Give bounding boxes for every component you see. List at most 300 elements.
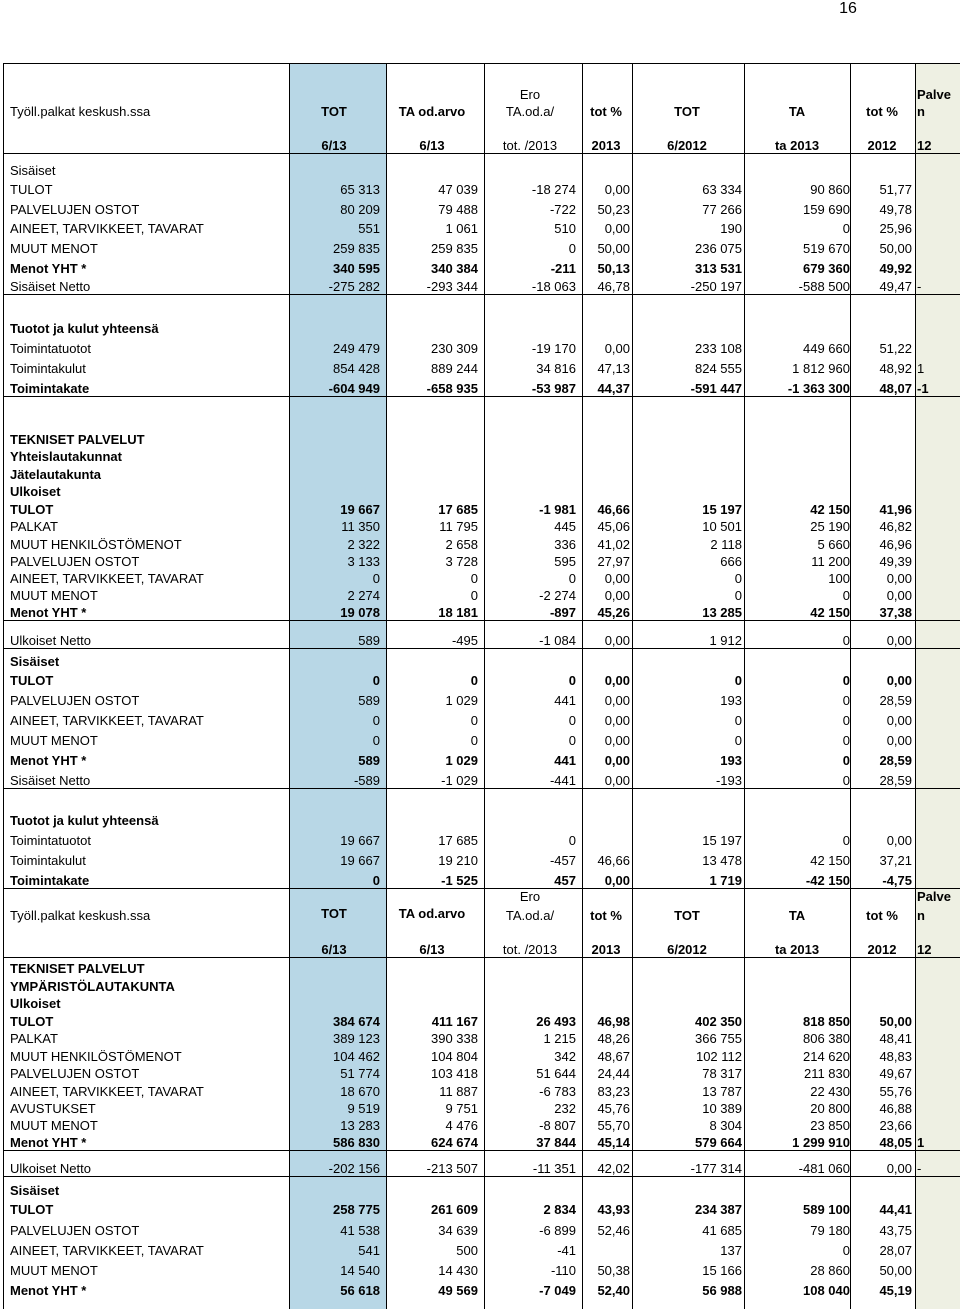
table-row — [0, 278, 960, 295]
row-value: 0 — [372, 733, 380, 748]
row-value: 23,66 — [879, 1118, 912, 1133]
row-value: 9 519 — [347, 1101, 380, 1116]
row-value — [288, 960, 380, 977]
table-row — [0, 220, 960, 237]
row-value — [288, 162, 380, 179]
row-value — [386, 653, 478, 670]
row-value: -19 170 — [531, 341, 576, 356]
header-cell: 6/13 — [419, 942, 445, 957]
header-cell: tot. /2013 — [502, 138, 558, 153]
row-value — [744, 960, 850, 977]
row-value — [484, 960, 576, 977]
row-label: Ulkoiset Netto — [10, 1161, 91, 1176]
row-value: 233 108 — [695, 341, 742, 356]
row-value: 0 — [842, 221, 850, 236]
row-value: -275 282 — [328, 279, 380, 294]
row-value: 806 380 — [803, 1031, 850, 1046]
table-row — [0, 260, 960, 277]
row-value: 28 860 — [810, 1263, 850, 1278]
table-row — [0, 960, 960, 977]
row-value: 340 595 — [333, 261, 380, 276]
row-label: AINEET, TARVIKKEET, TAVARAT — [10, 713, 204, 728]
row-value: 79 488 — [438, 202, 478, 217]
table-row — [0, 712, 960, 729]
row-value — [582, 812, 630, 829]
row-value — [917, 632, 960, 649]
row-value — [852, 320, 912, 337]
row-value: 137 — [720, 1243, 742, 1258]
row-value: 46,66 — [597, 502, 630, 517]
row-value — [484, 812, 576, 829]
table-top-border — [3, 63, 960, 64]
row-value: 441 — [554, 693, 576, 708]
row-value: 0 — [568, 713, 576, 728]
row-value: 50,00 — [597, 241, 630, 256]
header-cell: ta 2013 — [774, 942, 820, 957]
header-cell — [386, 907, 478, 924]
row-value: 0 — [842, 673, 850, 688]
row-value — [852, 960, 912, 977]
table-row — [0, 1182, 960, 1199]
row-value: 366 755 — [695, 1031, 742, 1046]
row-value: 0,00 — [604, 713, 630, 728]
row-value: 44,37 — [597, 381, 630, 396]
row-value — [917, 220, 960, 237]
row-value: 19 078 — [340, 605, 380, 620]
row-value — [632, 448, 742, 465]
row-value — [484, 466, 576, 483]
row-label: MUUT HENKILÖSTÖMENOT — [10, 1049, 182, 1064]
row-value: 8 304 — [709, 1118, 742, 1133]
row-value — [484, 978, 576, 995]
row-value: 100 — [828, 571, 850, 586]
row-value: 11 795 — [439, 519, 478, 534]
row-value: -1 029 — [441, 773, 478, 788]
row-value: 43,93 — [597, 1202, 630, 1217]
header-cell: tot % — [866, 908, 898, 923]
row-value: -4,75 — [882, 873, 912, 888]
row-value — [917, 340, 960, 357]
row-label: Sisäiset — [10, 654, 60, 669]
row-label: Yhteislautakunnat — [10, 449, 122, 464]
table-row — [0, 672, 960, 689]
row-value — [917, 518, 960, 535]
row-value: 0 — [842, 833, 850, 848]
row-value — [386, 466, 478, 483]
row-value: 0,00 — [886, 1161, 912, 1176]
row-value — [744, 653, 850, 670]
row-value: 259 835 — [333, 241, 380, 256]
table-row — [0, 380, 960, 397]
row-label: TULOT — [10, 673, 54, 688]
row-value: 108 040 — [803, 1283, 850, 1298]
row-value: 42 150 — [810, 853, 850, 868]
row-value: 624 674 — [431, 1135, 478, 1150]
row-value: 586 830 — [333, 1135, 380, 1150]
row-value: - — [917, 1161, 922, 1176]
table-row — [0, 1100, 960, 1117]
row-value: 259 835 — [431, 241, 478, 256]
row-label: AVUSTUKSET — [10, 1101, 96, 1116]
header-cell: n — [917, 104, 925, 119]
row-value: 34 816 — [536, 361, 576, 376]
row-value: 48,05 — [879, 1135, 912, 1150]
row-value: 0,00 — [604, 693, 630, 708]
row-value — [632, 960, 742, 977]
row-value: 234 387 — [695, 1202, 742, 1217]
row-value: 2 834 — [543, 1202, 576, 1217]
row-value: 0,00 — [604, 753, 630, 768]
row-value: -250 197 — [690, 279, 742, 294]
row-value: 46,78 — [597, 279, 630, 294]
row-value: -658 935 — [426, 381, 478, 396]
row-value — [484, 483, 576, 500]
row-value: 1 812 960 — [792, 361, 850, 376]
row-value: 52,46 — [597, 1223, 630, 1238]
row-value: 41,96 — [879, 502, 912, 517]
row-label: PALVELUJEN OSTOT — [10, 1066, 140, 1081]
row-value: 159 690 — [803, 202, 850, 217]
row-value: 589 — [358, 633, 380, 648]
row-value: 11 350 — [341, 519, 380, 534]
row-value: 80 209 — [340, 202, 380, 217]
row-value — [386, 960, 478, 977]
row-value — [288, 1182, 380, 1199]
row-label: TULOT — [10, 502, 54, 517]
row-value: 79 180 — [810, 1223, 850, 1238]
table-row — [0, 501, 960, 518]
row-value: 17 685 — [438, 502, 478, 517]
row-label: TULOT — [10, 182, 53, 197]
row-value: 11 887 — [439, 1084, 478, 1099]
header-cell: TA — [788, 908, 806, 923]
row-value — [386, 431, 478, 448]
header-row — [0, 137, 960, 154]
row-value: 519 670 — [803, 241, 850, 256]
row-label: PALVELUJEN OSTOT — [10, 554, 140, 569]
row-value: 26 493 — [536, 1014, 576, 1029]
row-value: 389 123 — [333, 1031, 380, 1046]
row-value — [582, 832, 630, 849]
row-value: 19 667 — [340, 502, 380, 517]
row-label: AINEET, TARVIKKEET, TAVARAT — [10, 221, 204, 236]
row-value: 48,26 — [597, 1031, 630, 1046]
row-value: 25 190 — [810, 519, 850, 534]
row-value: -1 981 — [539, 502, 576, 517]
row-value — [852, 162, 912, 179]
table-row — [0, 340, 960, 357]
row-label: PALVELUJEN OSTOT — [10, 1223, 140, 1238]
row-value — [917, 1065, 960, 1082]
header-cell: TA od.arvo — [398, 906, 466, 921]
row-value: 42 150 — [810, 502, 850, 517]
row-label: Menot YHT * — [10, 1135, 87, 1150]
row-value: 9 751 — [445, 1101, 478, 1116]
header-row — [0, 103, 960, 120]
row-value: 45,26 — [597, 605, 630, 620]
row-value: 589 100 — [803, 1202, 850, 1217]
table-row — [0, 553, 960, 570]
row-value: -202 156 — [328, 1161, 380, 1176]
row-value: 1 215 — [543, 1031, 576, 1046]
header-cell: 6/13 — [321, 138, 347, 153]
header-cell — [852, 86, 912, 103]
row-value — [917, 553, 960, 570]
row-value: 0 — [842, 733, 850, 748]
row-value: 51 774 — [340, 1066, 380, 1081]
header-cell: TA od.arvo — [398, 104, 466, 119]
table-row — [0, 536, 960, 553]
row-label: MUUT HENKILÖSTÖMENOT — [10, 537, 182, 552]
row-value: 46,98 — [597, 1014, 630, 1029]
table-row — [0, 1201, 960, 1218]
row-value: 83,23 — [597, 1084, 630, 1099]
row-value — [632, 431, 742, 448]
row-value: 0,00 — [886, 833, 912, 848]
row-value: 1 029 — [445, 753, 478, 768]
row-value — [852, 466, 912, 483]
header-cell: TOT — [674, 104, 700, 119]
row-value — [632, 320, 742, 337]
row-value: 0 — [568, 673, 576, 688]
row-value: 579 664 — [695, 1135, 742, 1150]
row-value: 10 501 — [702, 519, 742, 534]
row-value — [582, 1182, 630, 1199]
row-value — [852, 483, 912, 500]
table-row — [0, 772, 960, 789]
row-value — [582, 431, 630, 448]
row-value: 342 — [554, 1049, 576, 1064]
row-value: 45,14 — [597, 1135, 630, 1150]
row-value — [582, 978, 630, 995]
row-value: 589 — [358, 753, 380, 768]
row-value: 50,00 — [879, 1263, 912, 1278]
row-value: 0 — [470, 588, 478, 603]
row-label: Ulkoiset — [10, 484, 61, 499]
row-value — [744, 431, 850, 448]
row-value: 211 830 — [803, 1066, 850, 1081]
row-label: AINEET, TARVIKKEET, TAVARAT — [10, 1243, 204, 1258]
row-value: 193 — [720, 693, 742, 708]
row-label: Menot YHT * — [10, 1283, 87, 1298]
row-value — [744, 812, 850, 829]
row-value — [852, 653, 912, 670]
row-value — [386, 320, 478, 337]
row-value — [744, 483, 850, 500]
row-value: 589 — [358, 693, 380, 708]
row-value — [632, 978, 742, 995]
row-value — [917, 1030, 960, 1047]
row-value: 22 430 — [810, 1084, 850, 1099]
row-value: 0 — [734, 588, 742, 603]
row-value: 46,66 — [597, 853, 630, 868]
row-value: 0,00 — [604, 588, 630, 603]
table-row — [0, 653, 960, 670]
row-value: 0,00 — [604, 633, 630, 648]
row-value: 46,96 — [879, 537, 912, 552]
row-value: 13 283 — [340, 1118, 380, 1133]
row-value: 51 644 — [536, 1066, 576, 1081]
row-value — [917, 672, 960, 689]
row-value: 258 775 — [333, 1202, 380, 1217]
header-cell — [632, 86, 742, 103]
table-row — [0, 518, 960, 535]
row-value — [917, 536, 960, 553]
row-value — [386, 448, 478, 465]
sheet-title: Työll.palkat keskush.ssa — [10, 104, 151, 119]
row-value: -604 949 — [328, 381, 380, 396]
row-value: 1 — [917, 361, 925, 376]
row-value: 15 166 — [702, 1263, 742, 1278]
row-value — [917, 587, 960, 604]
row-value — [917, 320, 960, 337]
row-value — [632, 812, 742, 829]
row-value: -41 — [557, 1243, 576, 1258]
row-value: 49,67 — [879, 1066, 912, 1081]
row-value: 42 150 — [810, 605, 850, 620]
row-value: 0,00 — [886, 713, 912, 728]
row-value — [917, 812, 960, 829]
table-row — [0, 692, 960, 709]
row-value — [632, 483, 742, 500]
row-value: 818 850 — [803, 1014, 850, 1029]
row-value: 0 — [568, 571, 576, 586]
row-value: 541 — [358, 1243, 380, 1258]
row-value: 0 — [734, 673, 742, 688]
row-value — [917, 201, 960, 218]
row-label: PALVELUJEN OSTOT — [10, 693, 140, 708]
row-value: 5 660 — [817, 537, 850, 552]
row-value: 27,97 — [597, 554, 630, 569]
row-value — [288, 995, 380, 1012]
row-value — [386, 483, 478, 500]
row-value: 90 860 — [810, 182, 850, 197]
row-value: 0,00 — [604, 571, 630, 586]
header-cell: 6/2012 — [667, 942, 707, 957]
table-row — [0, 1013, 960, 1030]
header-cell — [852, 888, 912, 905]
row-value: 47,13 — [597, 361, 630, 376]
row-value: -293 344 — [426, 279, 478, 294]
row-value: -1 — [917, 381, 929, 396]
row-value: 0 — [842, 1243, 850, 1258]
row-value: 13 787 — [702, 1084, 742, 1099]
row-value: 77 266 — [702, 202, 742, 217]
table-row — [0, 812, 960, 829]
row-value: 1 029 — [445, 693, 478, 708]
row-value: 0 — [734, 733, 742, 748]
row-value: 50,13 — [597, 261, 630, 276]
row-value — [744, 320, 850, 337]
table-row — [0, 431, 960, 448]
row-label: Toimintakulut — [10, 361, 86, 376]
row-value — [386, 995, 478, 1012]
row-value — [917, 162, 960, 179]
row-value: 13 478 — [702, 853, 742, 868]
row-value: 411 167 — [431, 1014, 478, 1029]
row-value — [582, 995, 630, 1012]
row-value: 46,88 — [879, 1101, 912, 1116]
row-value: 28,59 — [879, 753, 912, 768]
row-label: TEKNISET PALVELUT — [10, 961, 145, 976]
row-value — [917, 570, 960, 587]
row-value: -591 447 — [690, 381, 742, 396]
row-value — [917, 960, 960, 977]
row-value — [484, 320, 576, 337]
row-label: Jätelautakunta — [10, 467, 102, 482]
header-cell: Palve — [917, 889, 951, 904]
row-value: 49,92 — [879, 261, 912, 276]
row-value — [917, 1242, 960, 1259]
header-cell: tot. /2013 — [502, 942, 558, 957]
row-value — [744, 466, 850, 483]
row-value — [917, 1100, 960, 1117]
table-row — [0, 1065, 960, 1082]
row-value: 104 462 — [333, 1049, 380, 1064]
row-value: 11 200 — [811, 554, 850, 569]
table-row — [0, 1282, 960, 1299]
row-label: MUUT MENOT — [10, 588, 98, 603]
header-cell — [582, 86, 630, 103]
row-value: 49,78 — [879, 202, 912, 217]
row-value: 46,82 — [879, 519, 912, 534]
row-value — [288, 653, 380, 670]
row-value: 0 — [842, 588, 850, 603]
row-value: 0 — [842, 693, 850, 708]
table-row — [0, 466, 960, 483]
page-number: 16 — [839, 0, 857, 17]
row-value: 41,02 — [597, 537, 630, 552]
row-value: 0,00 — [604, 182, 630, 197]
row-value — [852, 995, 912, 1012]
row-value: 49,47 — [879, 279, 912, 294]
table-row — [0, 1083, 960, 1100]
header-row — [0, 941, 960, 958]
row-value: -211 — [550, 261, 576, 276]
row-value — [917, 1117, 960, 1134]
row-value: -18 274 — [531, 182, 576, 197]
row-label: PALKAT — [10, 519, 58, 534]
row-value — [852, 431, 912, 448]
row-value: -481 060 — [798, 1161, 850, 1176]
row-value: 0,00 — [604, 221, 630, 236]
row-value: 15 197 — [702, 502, 742, 517]
row-value: 10 389 — [702, 1101, 742, 1116]
table-row — [0, 852, 960, 869]
header-cell: tot % — [590, 104, 622, 119]
table-row — [0, 1030, 960, 1047]
row-value — [484, 431, 576, 448]
table-row — [0, 1048, 960, 1065]
table-row — [0, 483, 960, 500]
header-cell: TOT — [674, 908, 700, 923]
table-row — [0, 240, 960, 257]
row-value: 0 — [470, 733, 478, 748]
row-value: 445 — [554, 519, 576, 534]
row-label: Toimintatuotot — [10, 341, 91, 356]
row-value: 854 428 — [333, 361, 380, 376]
header-cell — [744, 86, 850, 103]
row-value: 18 670 — [340, 1084, 380, 1099]
row-value: 1 719 — [709, 873, 742, 888]
row-label: Sisäiset Netto — [10, 279, 91, 294]
row-value: 441 — [554, 753, 576, 768]
row-value — [917, 1262, 960, 1279]
row-value: 42,02 — [597, 1161, 630, 1176]
header-cell — [582, 888, 630, 905]
row-value — [582, 162, 630, 179]
row-value — [632, 653, 742, 670]
